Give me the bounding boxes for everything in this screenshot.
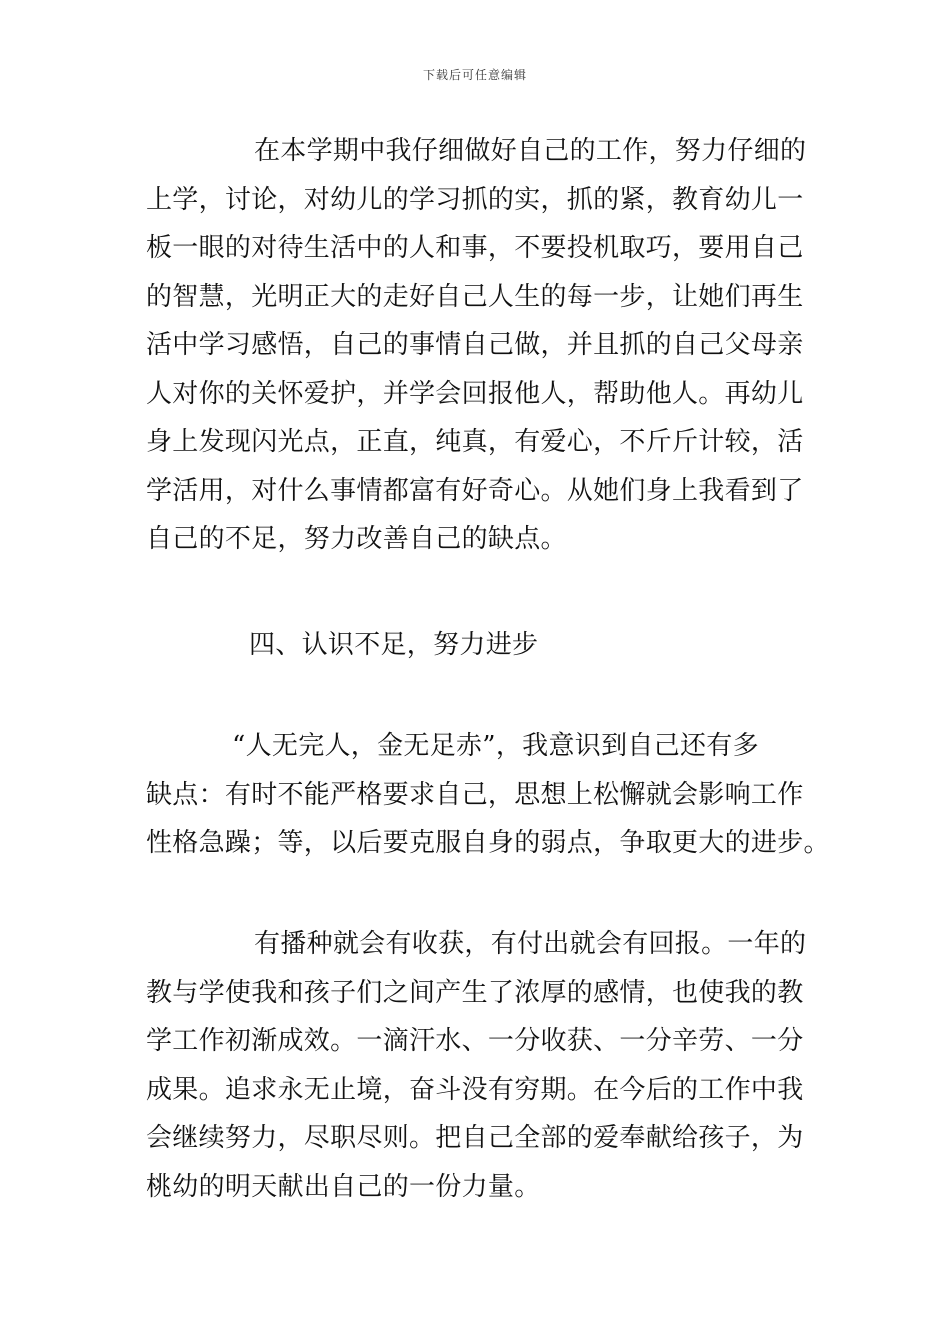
paragraph-line: 缺点：有时不能严格要求自己，思想上松懈就会影响工作 [146,779,804,810]
paragraph-line: 成果。追求永无止境，奋斗没有穷期。在今后的工作中我 [146,1074,804,1105]
paragraph-line: 会继续努力，尽职尽则。把自己全部的爱奉献给孩子，为 [146,1123,804,1153]
header-note: 下载后可任意编辑 [422,68,527,82]
section-heading [146,621,808,670]
paragraph-line: “人无完人，金无足赤”，我意识到自己还有多 [232,731,759,761]
paragraph-line: 桃幼的明天献出自己的一份力量。 [146,1171,541,1202]
paragraph-line: 有播种就会有收获，有付出就会有回报。一年的 [254,929,807,959]
paragraph-line: 人对你的关怀爱护，并学会回报他人，帮助他人。再幼儿 [146,378,804,409]
paragraph-line: 学活用，对什么事情都富有好奇心。从她们身上我看到了 [146,475,804,506]
paragraph-line: 学工作初渐成效。一滴汗水、一分收获、一分辛劳、一分 [146,1026,804,1056]
paragraph-line: 板一眼的对待生活中的人和事，不要投机取巧，要用自己 [146,233,804,263]
paragraph-line: 活中学习感悟，自己的事情自己做，并且抓的自己父母亲 [146,330,804,360]
paragraph-line: 身上发现闪光点，正直，纯真，有爱心，不斤斤计较，活 [146,427,804,457]
paragraph-line: 教与学使我和孩子们之间产生了浓厚的感情，也使我的教 [146,977,804,1008]
paragraph-line: 性格急躁；等，以后要克服自身的弱点，争取更大的进步。 [146,828,830,858]
section-heading-text: 四、认识不足，努力进步 [249,630,539,660]
paragraph-line: 自己的不足，努力改善自己的缺点。 [146,524,567,554]
paragraph-shortcomings [146,722,830,868]
paragraph-conclusion [146,920,808,1211]
paragraph-line: 在本学期中我仔细做好自己的工作，努力仔细的 [254,136,807,166]
paragraph-line: 上学，讨论，对幼儿的学习抓的实，抓的紧，教育幼儿一 [146,184,804,215]
paragraph-work-summary [146,127,808,564]
paragraph-line: 的智慧，光明正大的走好自己人生的每一步，让她们再生 [146,281,804,312]
